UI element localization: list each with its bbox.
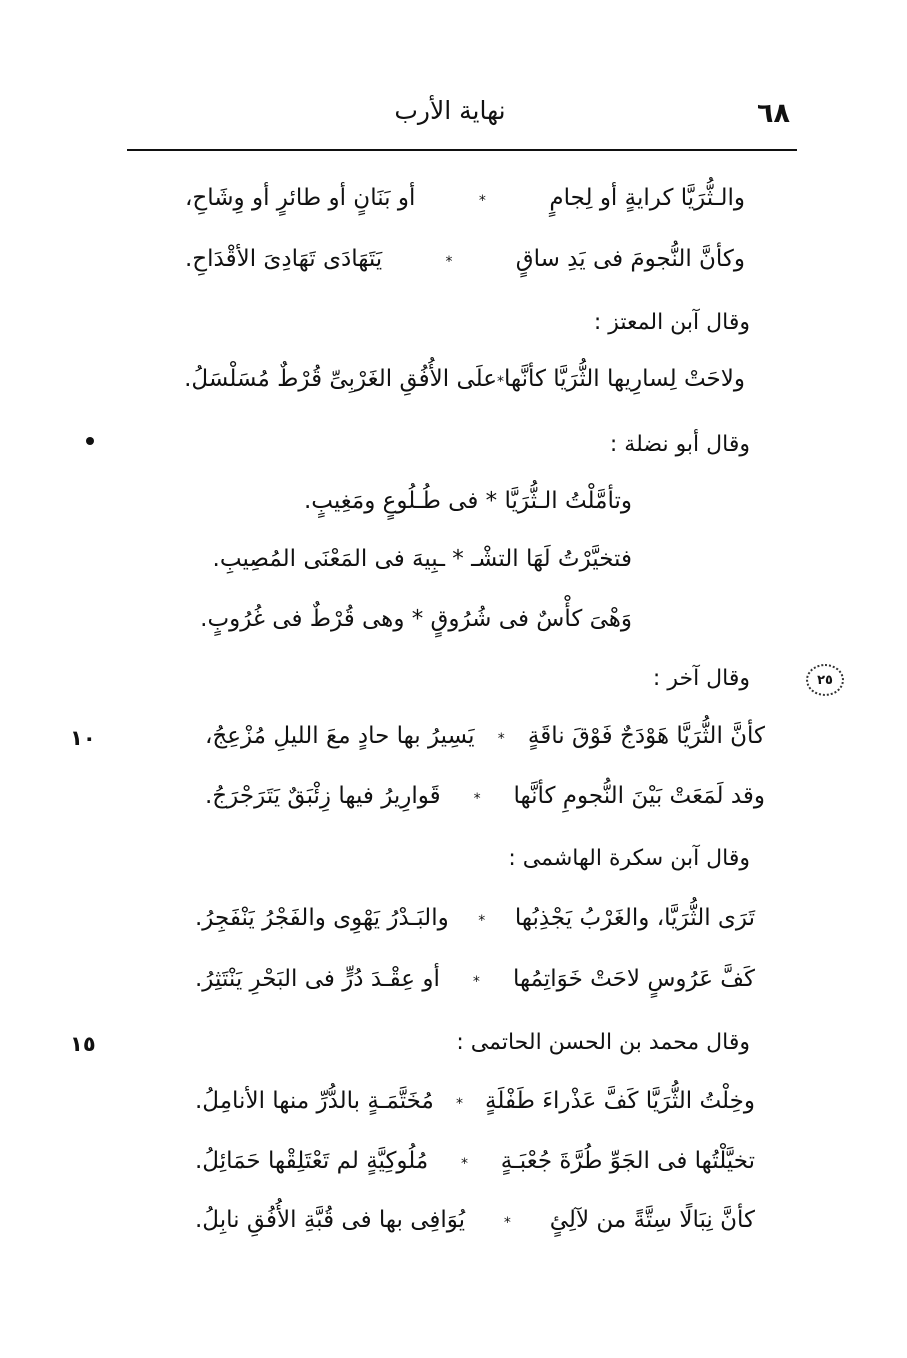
- hemistich-first: كأنَّ نِبَالًا سِتَّةً من لآلِئٍ: [549, 1207, 755, 1233]
- verse-separator: *: [472, 974, 480, 990]
- verse-line: [195, 1148, 755, 1174]
- running-title: نهاية الأرب: [394, 96, 506, 125]
- verse-line-single: فتخيَّرْتُ لَهَا التشْـ * ـبِيهَ فى المَعْنَى المُصِيبِ.: [212, 546, 632, 572]
- verse-separator: *: [478, 193, 486, 209]
- verse-separator: *: [460, 1156, 468, 1172]
- hemistich-first: وخِلْتُ الثُّرَيَّا كَفَّ عَذْراءَ طَفْلَةٍ: [485, 1088, 755, 1114]
- verse-line: [185, 366, 745, 392]
- hemistich-first: كأنَّ الثُّرَيَّا هَوْدَجٌ فَوْقَ ناقَةٍ: [527, 723, 765, 749]
- verse-line-single: وتأمَّلْتُ الـثُّرَيَّا * فى طُـلُوعٍ ومَغِيبٍ.: [303, 488, 632, 514]
- hemistich-second: قَوارِيرُ فيها زِئْبَقٌ يَتَرَجْرَجُ.: [205, 783, 441, 809]
- poet-intro: وقال محمد بن الحسن الحاتمى :: [456, 1030, 750, 1055]
- verse-line: [205, 783, 765, 809]
- hemistich-first: تَرَى الثُّرَيَّا، والغَرْبُ يَجْذِبُها: [514, 905, 755, 931]
- margin-seal: [806, 664, 844, 696]
- hemistich-second: علَى الأُفُقِ الغَرْبِىِّ قُرْطٌ مُسَلْسَلُ.: [184, 366, 497, 392]
- hemistich-second: أو بَنَانٍ أو طائرٍ أو وِشَاحِ،: [185, 185, 416, 211]
- verse-line: [205, 723, 765, 749]
- hemistich-first: تخيَّلْتُها فى الجَوِّ طُرَّةَ جُعْبَـةٍ: [500, 1148, 755, 1174]
- verse-separator: *: [503, 1215, 511, 1231]
- verse-separator: *: [445, 254, 453, 270]
- hemistich-first: والـثُّرَيَّا كرايةٍ أو لِجامٍ: [549, 185, 745, 211]
- hemistich-second: مُلُوكِيَّةٍ لم تَعْتَلِقْها حَمَائِلُ.: [195, 1148, 429, 1174]
- verse-line: [195, 1088, 755, 1114]
- hemistich-second: أو عِقْـدَ دُرٍّ فى البَحْرِ يَنْتَثِرُ.: [195, 966, 440, 992]
- verse-separator: *: [496, 374, 504, 390]
- verse-separator: *: [478, 913, 486, 929]
- hemistich-second: والبَـدْرُ يَهْوِى والفَجْرُ يَنْفَجِرُ.: [195, 905, 449, 931]
- hemistich-first: ولاحَتْ لِسارِيها الثُّرَيَّا كأنَّها: [503, 366, 745, 392]
- header-rule: [127, 149, 797, 151]
- poet-intro: وقال آخر :: [652, 666, 750, 691]
- seal-number: ٢٥: [817, 672, 833, 688]
- margin-dot: [86, 437, 94, 445]
- verse-line: [185, 246, 745, 272]
- verse-line: [195, 966, 755, 992]
- hemistich-first: وكأنَّ النُّجومَ فى يَدِ ساقٍ: [515, 246, 745, 272]
- hemistich-first: كَفَّ عَرُوسٍ لاحَتْ خَوَاتِمُها: [512, 966, 755, 992]
- poet-intro: وقال آبن سكرة الهاشمى :: [508, 846, 750, 871]
- margin-line-number: ١٠: [70, 726, 96, 750]
- poet-intro: وقال آبن المعتز :: [593, 310, 750, 335]
- verse-separator: *: [473, 791, 481, 807]
- page-number: ٦٨: [757, 98, 790, 129]
- margin-line-number: ١٥: [70, 1032, 96, 1056]
- verse-separator: *: [497, 731, 505, 747]
- verse-line: [195, 1207, 755, 1233]
- hemistich-second: يَتَهَادَى تَهَادِىَ الأقْدَاحِ.: [185, 246, 383, 272]
- hemistich-second: يَسِيرُ بها حادٍ معَ الليلِ مُزْعِجُ،: [205, 723, 475, 749]
- verse-line: [195, 905, 755, 931]
- hemistich-second: مُخَتَّمَـةٍ بالدُّرِّ منها الأنامِلُ.: [195, 1088, 434, 1114]
- verse-line-single: وَهْىَ كأْسٌ فى شُرُوقٍ * وهى قُرْطٌ فى غُرُوبٍ.: [200, 606, 632, 632]
- poet-intro: وقال أبو نضلة :: [609, 432, 750, 457]
- hemistich-second: يُوَافِى بها فى قُبَّةِ الأُفُقِ نابِلُ.: [195, 1207, 466, 1233]
- verse-line: [185, 185, 745, 211]
- verse-separator: *: [455, 1096, 463, 1112]
- hemistich-first: وقد لَمَعَتْ بَيْنَ النُّجومِ كأنَّها: [513, 783, 765, 809]
